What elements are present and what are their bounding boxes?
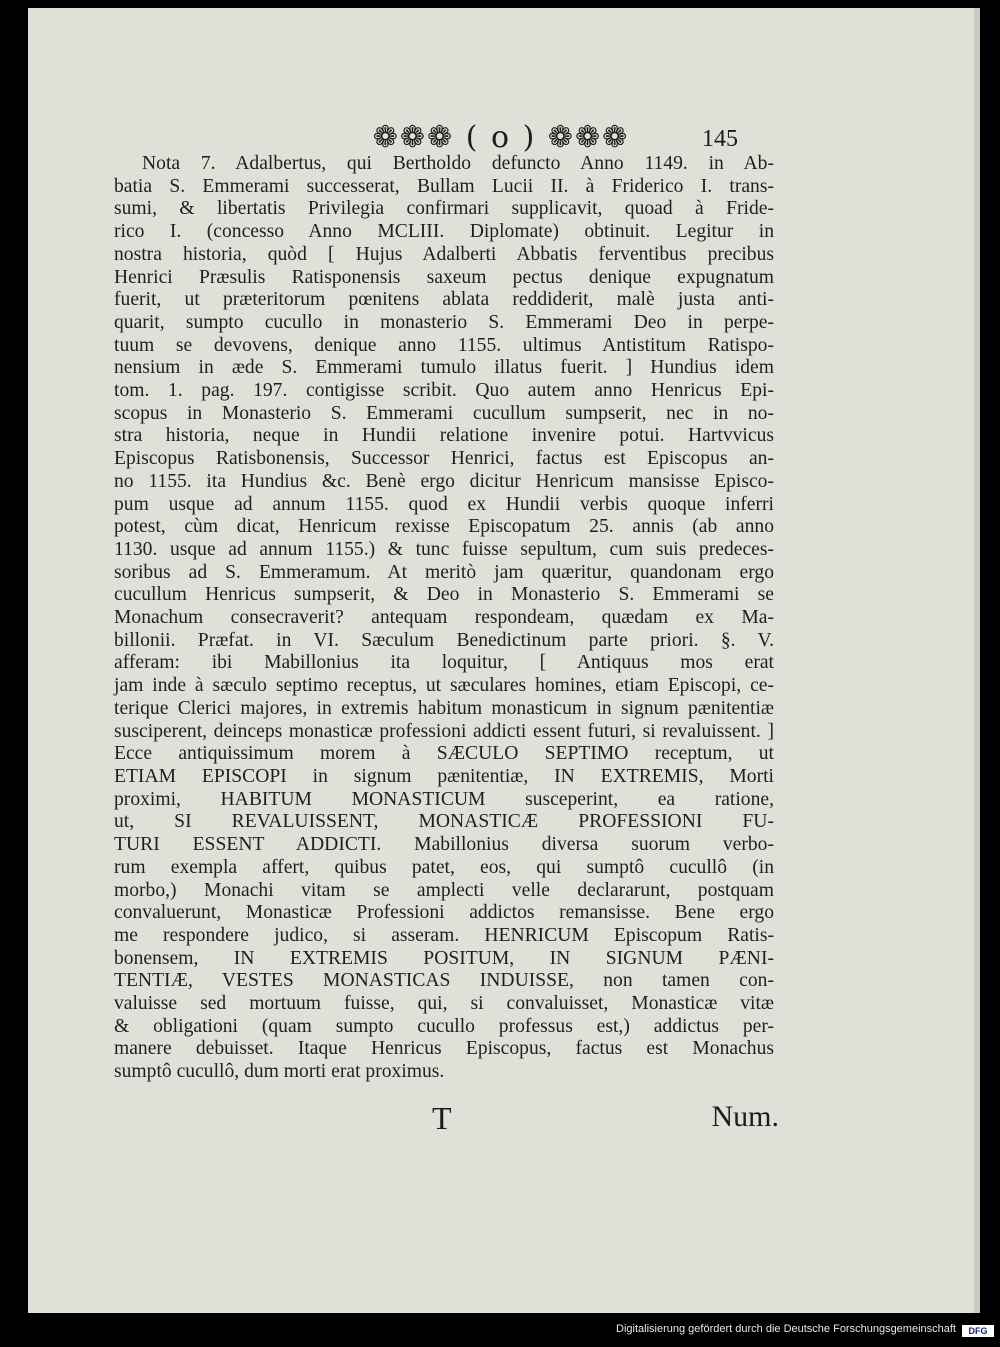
- text-line: sumi, & libertatis Privilegia confirmari supplicavit, quoad à Fride-: [114, 198, 774, 220]
- text-line: billonii. Præfat. in VI. Sæculum Benedictinum parte priori. §. V.: [114, 629, 774, 651]
- book-page: [28, 8, 980, 1313]
- text-line: sumptô cucullô, dum morti erat proximus.: [114, 1061, 445, 1083]
- page-number: 145: [702, 126, 738, 152]
- text-line: Henrici Præsulis Ratisponensis saxeum pectus denique expugnatum: [114, 266, 774, 288]
- text-line: morbo,) Monachi vitam se amplecti velle declararunt, postquam: [114, 879, 774, 901]
- text-line: potest, cùm dicat, Henricum rexisse Episcopatum 25. annis (ab anno: [114, 516, 774, 538]
- text-line: tom. 1. pag. 197. contigisse scribit. Quo autem anno Henricus Epi-: [114, 380, 774, 402]
- text-line: bonensem, IN EXTREMIS POSITUM, IN SIGNUM PÆNI-: [114, 947, 774, 969]
- text-line: 1130. usque ad annum 1155.) & tunc fuisse sepultum, cum suis predeces-: [114, 538, 774, 560]
- dfg-logo-icon: DFG: [962, 1325, 994, 1337]
- text-line: & obligationi (quam sumpto cucullo professus est,) addictus per-: [114, 1015, 774, 1037]
- text-line: valuisse sed mortuum fuisse, qui, si convaluisset, Monasticæ vitæ: [114, 993, 774, 1015]
- body-text: [114, 153, 774, 1084]
- text-line: cucullum Henricus sumpserit, & Deo in Monasterio S. Emmerami se: [114, 584, 774, 606]
- text-line: TURI ESSENT ADDICTI. Mabillonius diversa suorum verbo-: [114, 834, 774, 856]
- text-line: soribus ad S. Emmeramum. At meritò jam quæritur, quandonam ergo: [114, 561, 774, 583]
- text-line: nensium in æde S. Emmerami tumulo illatus fuerit. ] Hundius idem: [114, 357, 774, 379]
- text-line: afferam: ibi Mabillonius ita loquitur, [ Antiquus mos erat: [114, 652, 774, 674]
- text-line: nostra historia, quòd [ Hujus Adalberti Abbatis ferventibus precibus: [114, 243, 774, 265]
- text-line: Monachum consecraverit? antequam respondeam, quædam ex Ma-: [114, 607, 774, 629]
- text-line: convaluerunt, Monasticæ Professioni addictos remansisse. Bene ergo: [114, 902, 774, 924]
- text-line: Episcopus Ratisbonensis, Successor Henrici, factus est Episcopus an-: [114, 448, 774, 470]
- catchword: Num.: [711, 1100, 779, 1133]
- text-line: quarit, sumpto cucullo in monasterio S. Emmerami Deo in perpe-: [114, 311, 774, 333]
- text-line: batia S. Emmerami successerat, Bullam Lucii II. à Friderico I. trans-: [114, 175, 774, 197]
- text-line: fuerit, ut præteritorum pœnitens ablata reddiderit, malè justa anti-: [114, 289, 774, 311]
- text-line: stra historia, neque in Hundii relatione invenire potui. Hartvvicus: [114, 425, 774, 447]
- text-line: TENTIÆ, VESTES MONASTICAS INDUISSE, non tamen con-: [114, 970, 774, 992]
- credit-bar: [0, 1313, 1000, 1347]
- text-line: proximi, HABITUM MONASTICUM susceperint, ea ratione,: [114, 788, 774, 810]
- signature-mark: T: [432, 1100, 452, 1136]
- credit-text: Digitalisierung gefördert durch die Deutsche Forschungsgemeinschaft: [616, 1323, 956, 1335]
- text-line: rum exempla affert, quibus patet, eos, qui sumptô cucullô (in: [114, 856, 774, 878]
- text-line: tuum se devovens, denique anno 1155. ultimus Antistitum Ratispo-: [114, 334, 774, 356]
- text-line: terique Clerici majores, in extremis habitum monasticum in signum pænitentiæ: [114, 697, 774, 719]
- text-line: jam inde à sæculo septimo receptus, ut sæculares homines, etiam Episcopi, ce-: [114, 675, 774, 697]
- text-line: Ecce antiquissimum morem à SÆCULO SEPTIMO receptum, ut: [114, 743, 774, 765]
- text-line: ETIAM EPISCOPI in signum pænitentiæ, IN EXTREMIS, Morti: [114, 765, 774, 787]
- page-content: [28, 8, 974, 1313]
- text-line: rico I. (concesso Anno MCLIII. Diplomate) obtinuit. Legitur in: [114, 221, 774, 243]
- footer-row: [114, 1100, 779, 1140]
- header-ornament: ❁❁❁ ( o ) ❁❁❁: [372, 120, 630, 155]
- text-line: pum usque ad annum 1155. quod ex Hundii verbis quoque inferri: [114, 493, 774, 515]
- text-line: manere debuisset. Itaque Henricus Episcopus, factus est Monachus: [114, 1038, 774, 1060]
- text-line: ut, SI REVALUISSENT, MONASTICÆ PROFESSIONI FU-: [114, 811, 774, 833]
- text-line: Nota 7. Adalbertus, qui Bertholdo defuncto Anno 1149. in Ab-: [142, 153, 774, 174]
- text-line: scopus in Monasterio S. Emmerami cucullum sumpserit, nec in no-: [114, 402, 774, 424]
- text-line: no 1155. ita Hundius &c. Benè ergo dicitur Henricum mansisse Episco-: [114, 470, 774, 492]
- text-line: susciperent, deinceps monasticæ professioni addicti essent futuri, si revaluissent. ]: [114, 720, 774, 742]
- text-line: me respondere judico, si asseram. HENRICUM Episcopum Ratis-: [114, 924, 774, 946]
